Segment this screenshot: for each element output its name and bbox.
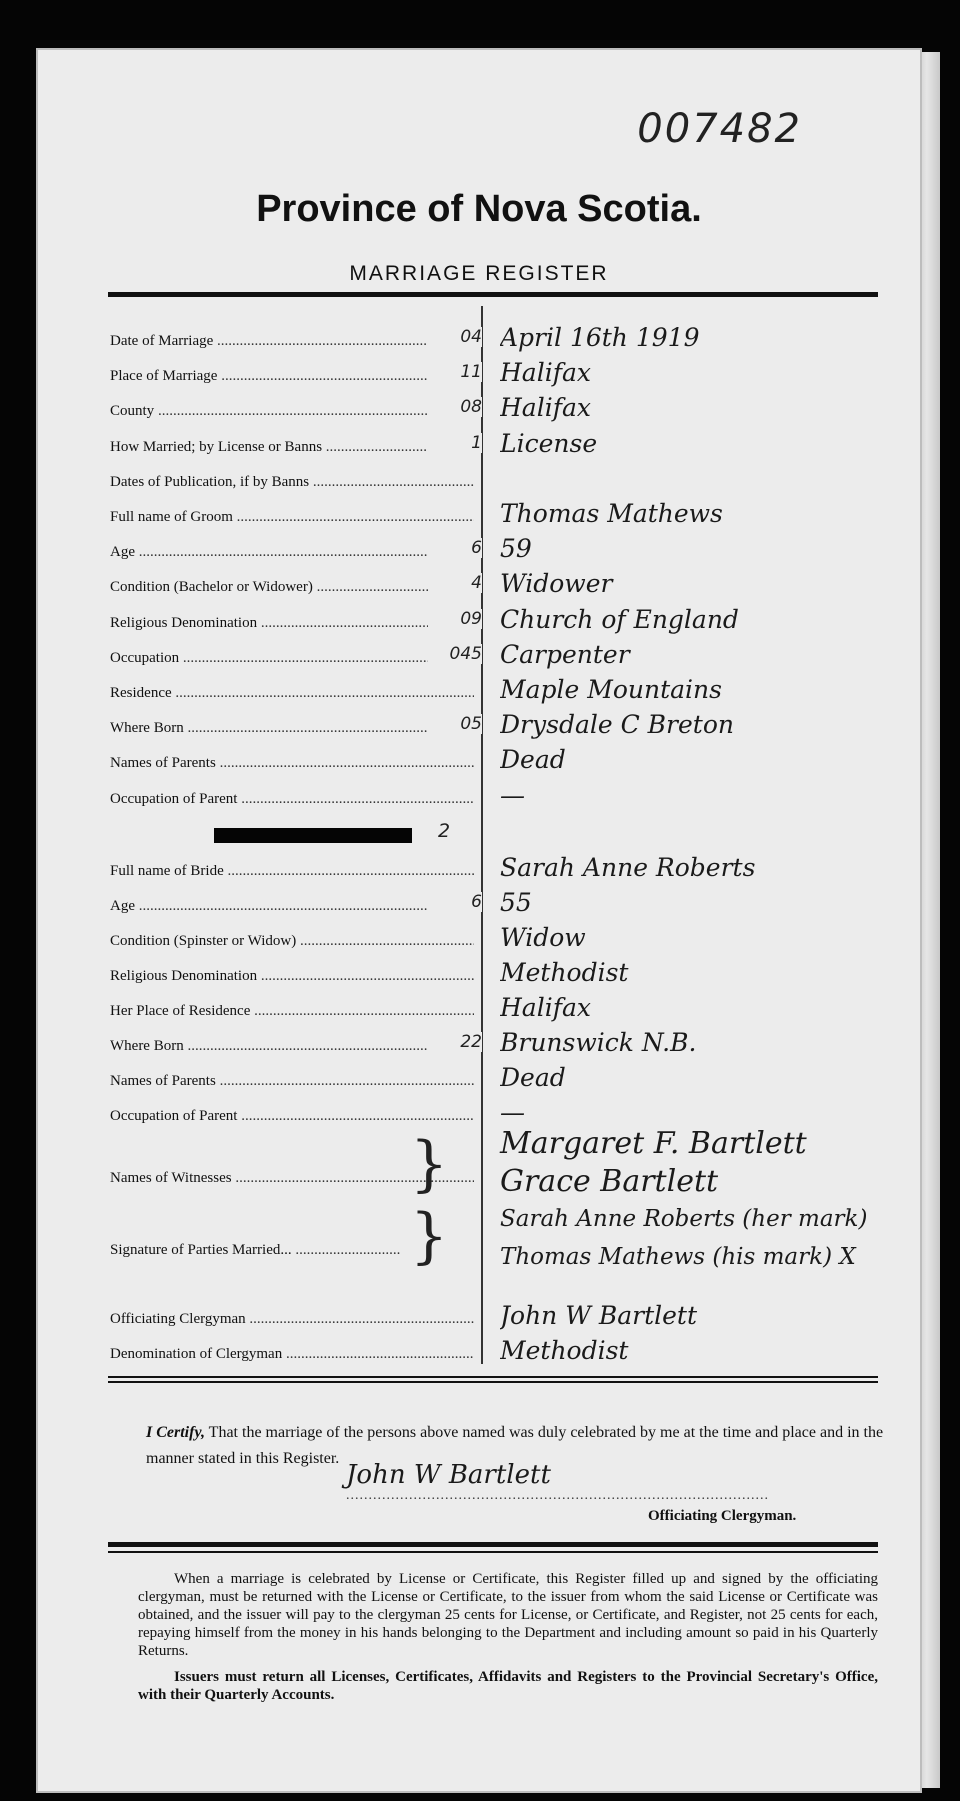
field-label: Officiating Clergyman .....	[110, 1311, 474, 1328]
field-code: 05	[428, 714, 482, 734]
witnesses-values	[500, 1126, 940, 1202]
signatures-brace: }	[410, 1201, 449, 1271]
field-value: Methodist	[500, 958, 629, 987]
field-value: Sarah Anne Roberts	[500, 853, 756, 882]
field-label: Occupation of Parent .....	[110, 1108, 474, 1125]
witness-1: Margaret F. Bartlett	[500, 1126, 807, 1161]
field-label: Residence .....	[110, 685, 474, 702]
register-row	[110, 710, 870, 748]
field-value: Halifax	[500, 393, 591, 423]
witness-2: Grace Bartlett	[500, 1164, 719, 1199]
field-code: 4	[428, 573, 482, 593]
field-value: —	[500, 1098, 525, 1127]
field-value: Widower	[500, 569, 613, 599]
signatures-values	[500, 1206, 940, 1282]
field-label: County .....	[110, 403, 474, 420]
register-row	[110, 499, 870, 537]
register-row	[110, 1028, 870, 1066]
register-row	[110, 745, 870, 783]
field-code: 6	[428, 892, 482, 912]
register-row	[110, 1301, 870, 1339]
witnesses-label: Names of Witnesses .....	[110, 1170, 474, 1187]
register-row	[110, 534, 870, 572]
field-code: 04	[428, 327, 482, 347]
bride-section-code: 2	[438, 820, 451, 842]
header-rule	[108, 292, 878, 297]
register-row	[110, 569, 870, 607]
field-value: Dead	[500, 1063, 566, 1092]
register-row	[110, 323, 870, 361]
register-row	[110, 639, 870, 678]
field-label: Where Born .....	[110, 1038, 474, 1055]
field-code: 11	[428, 362, 482, 382]
field-value: Drysdale C Breton	[500, 710, 734, 740]
field-label: Names of Parents .....	[110, 1073, 474, 1090]
field-code: 22	[428, 1032, 482, 1052]
certify-body: That the marriage of the persons above named was duly celebrated by me at the time and place and in the manner stated in this Register.	[146, 1424, 884, 1467]
field-label: Age .....	[110, 544, 474, 561]
field-value: 55	[500, 888, 532, 917]
field-value: Widow	[500, 923, 586, 952]
field-label: Denomination of Clergyman .....	[110, 1346, 474, 1363]
field-label: Full name of Bride .....	[110, 863, 474, 880]
certify-signature: John W Bartlett	[346, 1460, 551, 1490]
register-page	[36, 48, 922, 1793]
field-label: Full name of Groom .....	[110, 509, 474, 526]
register-row	[110, 358, 870, 396]
field-label: Occupation .....	[110, 650, 474, 667]
field-value: Halifax	[500, 993, 591, 1022]
document-number: 007482	[637, 106, 802, 152]
field-value: Maple Mountains	[500, 675, 722, 704]
field-label: Date of Marriage .....	[110, 333, 474, 350]
instruction-2: Issuers must return all Licenses, Certificates, Affidavits and Registers to the Provincial Secretary's Office, with their Quarterly Accounts.	[138, 1669, 878, 1703]
field-label: Religious Denomination .....	[110, 615, 474, 632]
field-label: Condition (Spinster or Widow) .....	[110, 933, 474, 950]
field-value: —	[500, 780, 525, 810]
certify-lead: I Certify,	[146, 1424, 205, 1441]
signatures-label: Signature of Parties Married... .....	[110, 1242, 400, 1259]
instructions	[138, 1570, 878, 1712]
register-row	[110, 888, 870, 926]
register-row	[110, 1336, 870, 1374]
field-label: Condition (Bachelor or Widower) .....	[110, 579, 474, 596]
field-value: John W Bartlett	[500, 1301, 698, 1330]
redacted-heading	[214, 828, 412, 843]
field-value: Dead	[500, 745, 566, 775]
field-label: Dates of Publication, if by Banns .....	[110, 474, 474, 491]
field-code: 09	[428, 609, 482, 629]
register-row	[110, 993, 870, 1031]
register-row	[110, 853, 870, 891]
field-value: Church of England	[500, 604, 739, 634]
field-label: Where Born .....	[110, 720, 474, 737]
field-value: 59	[500, 534, 532, 564]
register-row	[110, 675, 870, 713]
field-value: Thomas Mathews	[500, 499, 723, 528]
field-code: 6	[428, 538, 482, 558]
register-row	[110, 393, 870, 431]
field-label: How Married; by License or Banns .....	[110, 439, 474, 456]
field-label: Names of Parents .....	[110, 755, 474, 772]
register-row	[110, 958, 870, 996]
field-code: 045	[428, 644, 482, 664]
signature-bride: Sarah Anne Roberts (her mark)	[500, 1206, 868, 1232]
certify-signature-line: ..............................................................................................	[346, 1488, 769, 1503]
register-row	[110, 468, 870, 502]
field-value: April 16th 1919	[500, 323, 700, 352]
page-title: Province of Nova Scotia.	[256, 188, 702, 230]
certify-rule-top	[108, 1376, 878, 1378]
field-value: Brunswick N.B.	[500, 1028, 697, 1057]
field-value: License	[500, 428, 598, 458]
notes-rule-2	[108, 1551, 878, 1553]
field-label: Occupation of Parent .....	[110, 791, 474, 808]
register-row	[110, 923, 870, 961]
register-row	[110, 428, 870, 467]
notes-rule	[108, 1542, 878, 1547]
register-row	[110, 604, 870, 643]
field-value: Methodist	[500, 1336, 629, 1365]
field-code: 1	[428, 433, 482, 453]
field-label: Her Place of Residence .....	[110, 1003, 474, 1020]
field-label: Age .....	[110, 898, 474, 915]
field-label: Religious Denomination .....	[110, 968, 474, 985]
certify-role: Officiating Clergyman.	[648, 1508, 797, 1524]
register-row	[110, 780, 870, 819]
register-row	[110, 1063, 870, 1101]
field-value: Carpenter	[500, 639, 630, 669]
instruction-1: When a marriage is celebrated by License or Certificate, this Register filled up and signed by the officiating clergyman, must be returned with the License or Certificate, to the issuer from whom the said License or Certificate was obtained, and the issuer will pay to the clergyman 25 cents for License, or Certificate, and Register, not 25 cents for each, repaying himself from the money in his hands belonging to the Department and including amount so paid in his Quarterly Returns.	[138, 1571, 878, 1659]
witnesses-brace: }	[410, 1129, 449, 1199]
certify-rule-top-2	[108, 1381, 878, 1383]
field-label: Place of Marriage .....	[110, 368, 474, 385]
field-value: Halifax	[500, 358, 591, 388]
page-subtitle: MARRIAGE REGISTER	[349, 262, 609, 285]
field-code: 08	[428, 397, 482, 417]
signature-groom: Thomas Mathews (his mark) X	[500, 1244, 856, 1270]
